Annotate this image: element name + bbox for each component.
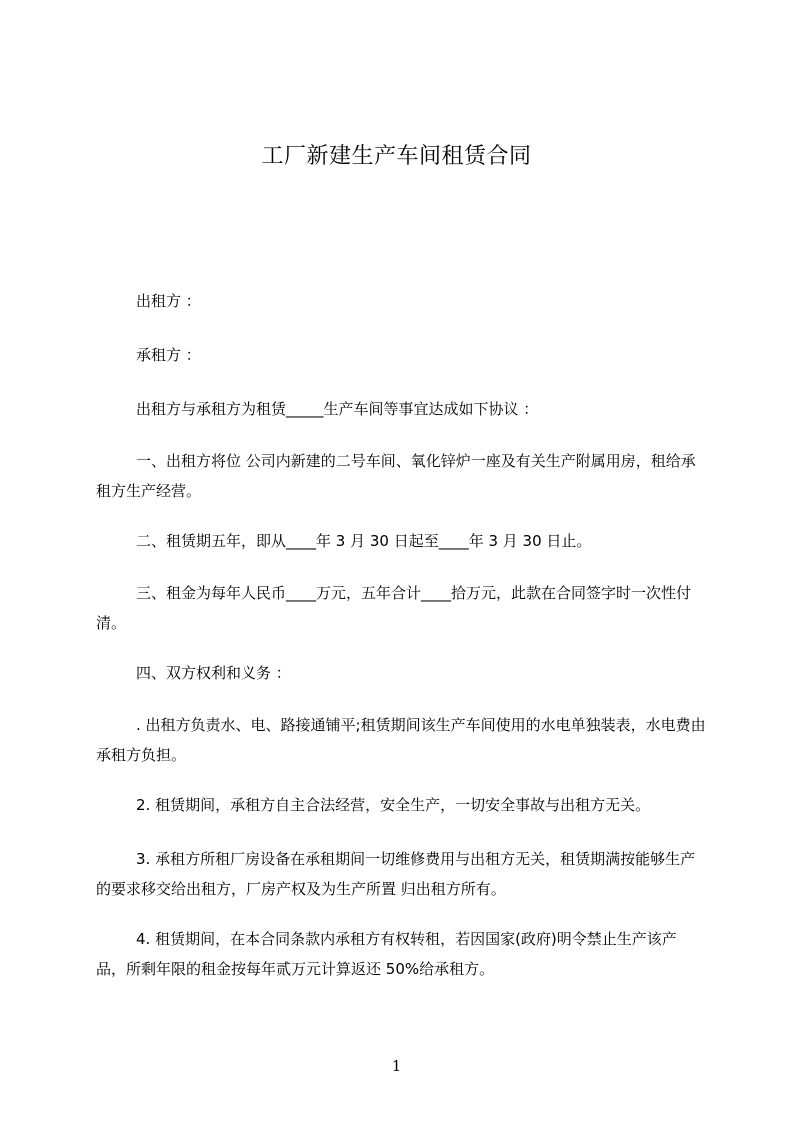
- page-number: 1: [391, 1057, 402, 1075]
- paragraph-clause-4-item-4: 4. 租赁期间，在本合同条款内承租方有权转租，若因国家(政府)明令禁止生产该产品，所剩年限的租金按每年贰万元计算返还 50%给承租方。: [96, 930, 677, 978]
- paragraph-lessor: 出租方 ：: [136, 292, 201, 310]
- paragraph-agreement-intro: 出租方与承租方为租赁_____生产车间等事宜达成如下协议 ：: [136, 400, 539, 418]
- paragraph-clause-4-item-3: 3. 承租方所租厂房设备在承租期间一切维修费用与出租方无关，租赁期满按能够生产的要求移交给出租方，厂房产权及为生产所置 归出租方所有。: [96, 850, 696, 898]
- paragraph-clause-4-heading: 四、双方权利和义务 ：: [136, 664, 291, 682]
- paragraph-clause-2: 二、租赁期五年，即从____年 3 月 30 日起至____年 3 月 30 日止。: [136, 532, 592, 550]
- paragraph-clause-4-item-1: . 出租方负责水、电、路接通铺平;租赁期间该生产车间使用的水电单独装表，水电费由承租方负担。: [96, 716, 706, 764]
- paragraph-clause-4-item-2: 2. 租赁期间，承租方自主合法经营，安全生产，一切安全事故与出租方无关。: [136, 796, 651, 814]
- document-title: 工厂新建生产车间租赁合同: [261, 144, 532, 169]
- paragraph-lessee: 承租方 ：: [136, 346, 201, 364]
- paragraph-clause-3: 三、租金为每年人民币____万元，五年合计____拾万元，此款在合同签字时一次性付清。: [96, 584, 692, 632]
- paragraph-clause-1: 一、出租方将位 公司内新建的二号车间、氧化锌炉一座及有关生产附属用房，租给承租方生产经营。: [96, 452, 696, 500]
